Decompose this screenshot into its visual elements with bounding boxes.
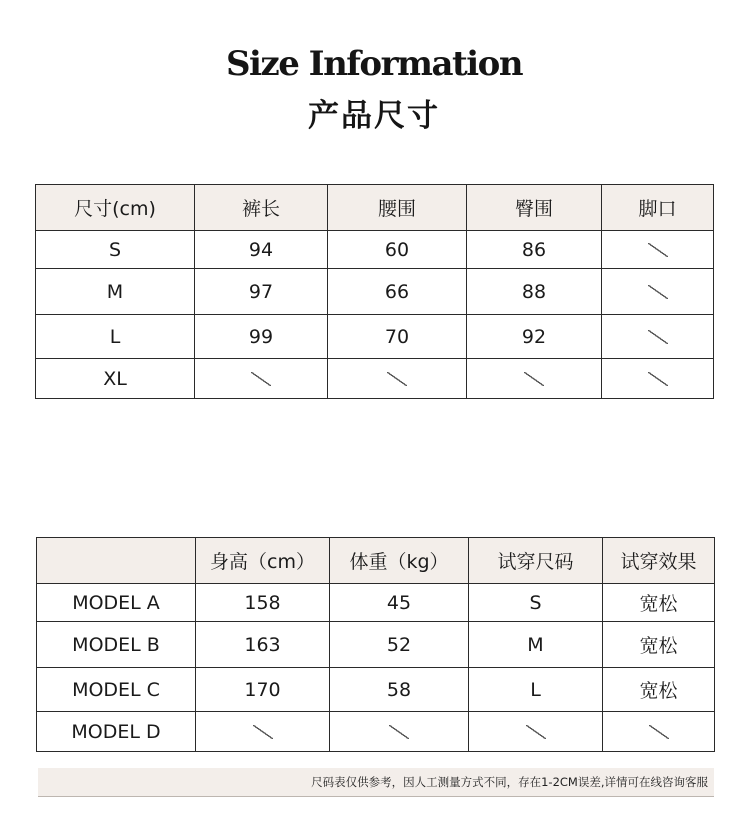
table-row (36, 231, 714, 269)
slash-mark (648, 243, 668, 257)
size-table-header-row (36, 185, 714, 231)
table-cell (603, 712, 715, 752)
table-cell: 45 (330, 584, 469, 622)
header-cell: 脚口 (602, 185, 714, 231)
table-cell: MODEL D (37, 712, 196, 752)
table-cell: M (36, 269, 195, 315)
table-cell: 宽松 (603, 668, 715, 712)
header-cell (37, 538, 196, 584)
title-chinese: 产品尺寸 (308, 98, 440, 134)
header-cell: 臀围 (467, 185, 602, 231)
header-cell: 试穿尺码 (469, 538, 603, 584)
table-cell: S (36, 231, 195, 269)
table-cell: MODEL A (37, 584, 196, 622)
table-row (36, 315, 714, 359)
size-table (35, 184, 714, 399)
table-cell (469, 712, 603, 752)
slash-mark (389, 725, 409, 739)
title-english: Size Information (225, 44, 523, 84)
table-cell: XL (36, 359, 195, 399)
table-cell (602, 315, 714, 359)
table-cell (602, 231, 714, 269)
table-cell: MODEL B (37, 622, 196, 668)
table-cell: 163 (196, 622, 330, 668)
table-cell: L (36, 315, 195, 359)
table-row (36, 359, 714, 399)
footnote-text: 尺码表仅供参考，因人工测量方式不同，存在1-2CM误差,详情可在线咨询客服 (311, 775, 708, 789)
table-cell: 70 (328, 315, 467, 359)
table-cell: 88 (467, 269, 602, 315)
table-cell: 99 (195, 315, 328, 359)
slash-mark (648, 372, 668, 386)
table-cell: L (469, 668, 603, 712)
slash-mark (253, 725, 273, 739)
table-row (37, 584, 715, 622)
footnote-bar (38, 768, 714, 797)
model-table-header-row (37, 538, 715, 584)
table-cell: 97 (195, 269, 328, 315)
table-cell (602, 269, 714, 315)
slash-mark (649, 725, 669, 739)
table-cell (328, 359, 467, 399)
table-cell (195, 359, 328, 399)
table-cell: 宽松 (603, 622, 715, 668)
table-cell: 宽松 (603, 584, 715, 622)
table-row (36, 269, 714, 315)
slash-mark (251, 372, 271, 386)
header-cell: 身高（cm） (196, 538, 330, 584)
table-cell: 170 (196, 668, 330, 712)
header-cell: 裤长 (195, 185, 328, 231)
table-row (37, 622, 715, 668)
table-cell: 158 (196, 584, 330, 622)
table-cell (467, 359, 602, 399)
header-cell: 试穿效果 (603, 538, 715, 584)
table-cell: 58 (330, 668, 469, 712)
table-cell: MODEL C (37, 668, 196, 712)
table-row (37, 668, 715, 712)
slash-mark (648, 330, 668, 344)
header-cell: 体重（kg） (330, 538, 469, 584)
table-cell (196, 712, 330, 752)
slash-mark (387, 372, 407, 386)
slash-mark (526, 725, 546, 739)
table-cell: 60 (328, 231, 467, 269)
table-cell: 94 (195, 231, 328, 269)
table-cell: 92 (467, 315, 602, 359)
table-cell (330, 712, 469, 752)
table-cell: 52 (330, 622, 469, 668)
header-cell: 尺寸(cm) (36, 185, 195, 231)
slash-mark (648, 285, 668, 299)
header-cell: 腰围 (328, 185, 467, 231)
slash-mark (524, 372, 544, 386)
table-cell: M (469, 622, 603, 668)
model-table (36, 537, 715, 752)
table-cell: 66 (328, 269, 467, 315)
table-cell: S (469, 584, 603, 622)
table-cell: 86 (467, 231, 602, 269)
table-row (37, 712, 715, 752)
table-cell (602, 359, 714, 399)
